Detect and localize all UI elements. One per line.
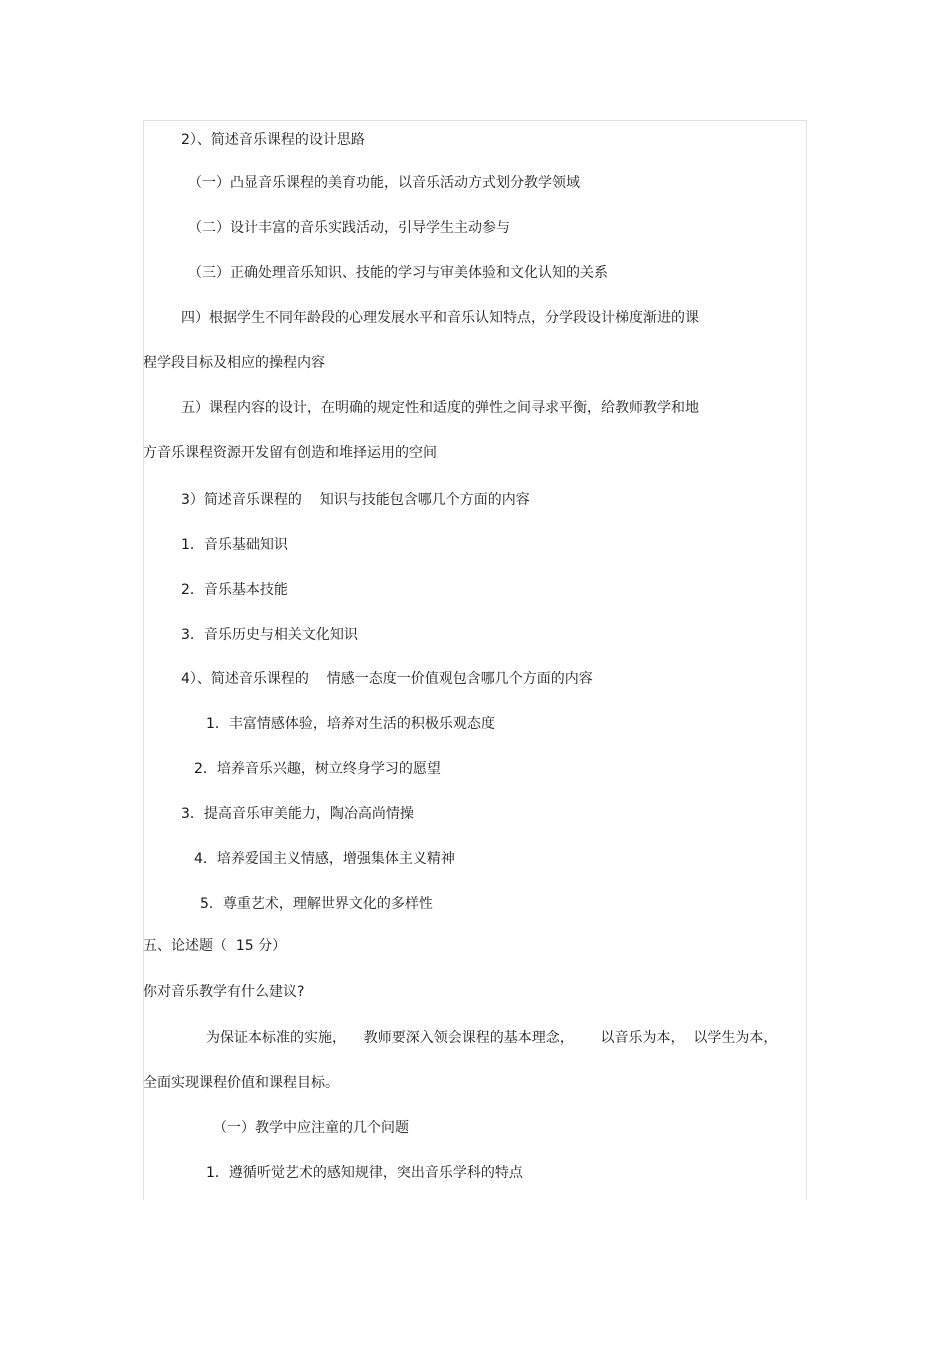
design-idea-5: 五）课程内容的设计，在明确的规定性和适度的弹性之间寻求平衡，给教师教学和地 — [181, 400, 699, 416]
emotion-item-4: 4．培养爱国主义情感，增强集体主义精神 — [194, 851, 455, 867]
heading-knowledge-skills: 3）简述音乐课程的 知识与技能包含哪几个方面的内容 — [181, 492, 530, 508]
knowledge-item-3: 3．音乐历史与相关文化知识 — [181, 627, 358, 643]
essay-answer-para-1: 为保证本标准的实施， 教师要深入领会课程的基本理念， 以音乐为本， 以学生为本， — [206, 1030, 778, 1046]
emotion-item-1: 1．丰富情感体验，培养对生活的积极乐观态度 — [206, 716, 495, 732]
emotion-item-5: 5．尊重艺术，理解世界文化的多样性 — [200, 896, 433, 912]
teaching-issue-1: 1．遵循听觉艺术的感知规律，突出音乐学科的特点 — [206, 1165, 523, 1181]
design-idea-4: 四）根据学生不同年龄段的心理发展水平和音乐认知特点，分学段设计梯度渐进的课 — [181, 310, 699, 326]
heading-design-ideas: 2）、简述音乐课程的设计思路 — [181, 132, 365, 148]
design-idea-1: （一）凸显音乐课程的美育功能，以音乐活动方式划分教学领域 — [188, 175, 580, 191]
design-idea-2: （二）设计丰富的音乐实践活动，引导学生主动参与 — [188, 220, 510, 236]
essay-answer-para-1-cont: 全面实现课程价值和课程目标。 — [143, 1075, 339, 1091]
design-idea-5-cont: 方音乐课程资源开发留有创造和堆择运用的空间 — [143, 445, 437, 461]
essay-question: 你对音乐教学有什么建议? — [143, 984, 305, 1000]
subheading-teaching-issues: （一）教学中应注童的几个问题 — [213, 1120, 409, 1136]
section-essay-heading: 五、论述题（ 15 分） — [143, 938, 287, 954]
knowledge-item-2: 2．音乐基本技能 — [181, 582, 288, 598]
knowledge-item-1: 1．音乐基础知识 — [181, 537, 288, 553]
heading-emotion-values: 4）、简述音乐课程的 情感一态度一价值观包含哪几个方面的内容 — [181, 671, 593, 687]
emotion-item-2: 2．培养音乐兴趣，树立终身学习的愿望 — [194, 761, 441, 777]
design-idea-4-cont: 程学段目标及相应的操程内容 — [143, 355, 325, 371]
design-idea-3: （三）正确处理音乐知识、技能的学习与审美体验和文化认知的关系 — [188, 265, 608, 281]
emotion-item-3: 3．提高音乐审美能力，陶冶高尚情操 — [181, 806, 414, 822]
